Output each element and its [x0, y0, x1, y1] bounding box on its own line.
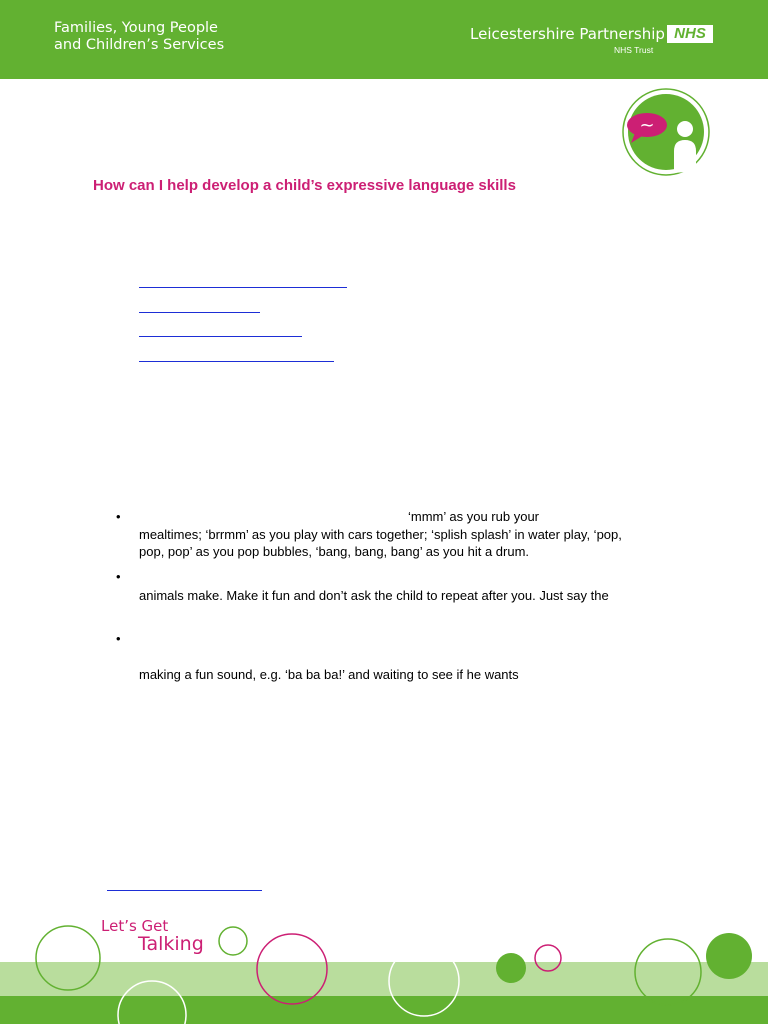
brand-line-1: Let’s Get: [101, 917, 169, 935]
hyperlink-3[interactable]: [139, 336, 302, 337]
footer-bottom-bar: [0, 996, 768, 1024]
bullet-marker: •: [116, 509, 121, 524]
page-title: How can I help develop a child’s expressive language skills: [93, 177, 516, 194]
bullet-marker: •: [116, 569, 121, 584]
footer-band: [0, 962, 768, 996]
hyperlink-1[interactable]: [139, 287, 347, 288]
nhs-trust-label: NHS Trust: [614, 45, 654, 55]
bullet-1-line-3: pop, pop’ as you pop bubbles, ‘bang, bang, bang’ as you hit a drum.: [139, 544, 530, 559]
trust-name: Leicestershire Partnership: [470, 25, 665, 43]
bullet-marker: •: [116, 631, 121, 646]
header-bar: [0, 0, 768, 79]
badge-bubble-symbol: ~: [639, 115, 655, 136]
nhs-logo: NHS: [667, 25, 713, 43]
footer-hyperlink[interactable]: [107, 890, 262, 891]
hyperlink-4[interactable]: [139, 361, 334, 362]
bullet-1-line-1: ‘mmm’ as you rub your: [408, 509, 539, 524]
hyperlink-2[interactable]: [139, 312, 260, 313]
brand-line-2: Talking: [138, 933, 204, 955]
decor-circle: [219, 927, 247, 955]
department-line-2: and Children’s Services: [54, 37, 225, 53]
department-line-1: Families, Young People: [54, 20, 218, 36]
bullet-3-line-1: making a fun sound, e.g. ‘ba ba ba!’ and waiting to see if he wants: [139, 667, 519, 682]
bullet-1-line-2: mealtimes; ‘brrmm’ as you play with cars together; ‘splish splash’ in water play, ‘pop,: [139, 527, 622, 542]
department-name: [54, 20, 224, 54]
speech-bubble-person-icon: [619, 87, 713, 177]
bullet-2-line-1: animals make. Make it fun and don’t ask the child to repeat after you. Just say the: [139, 588, 609, 603]
